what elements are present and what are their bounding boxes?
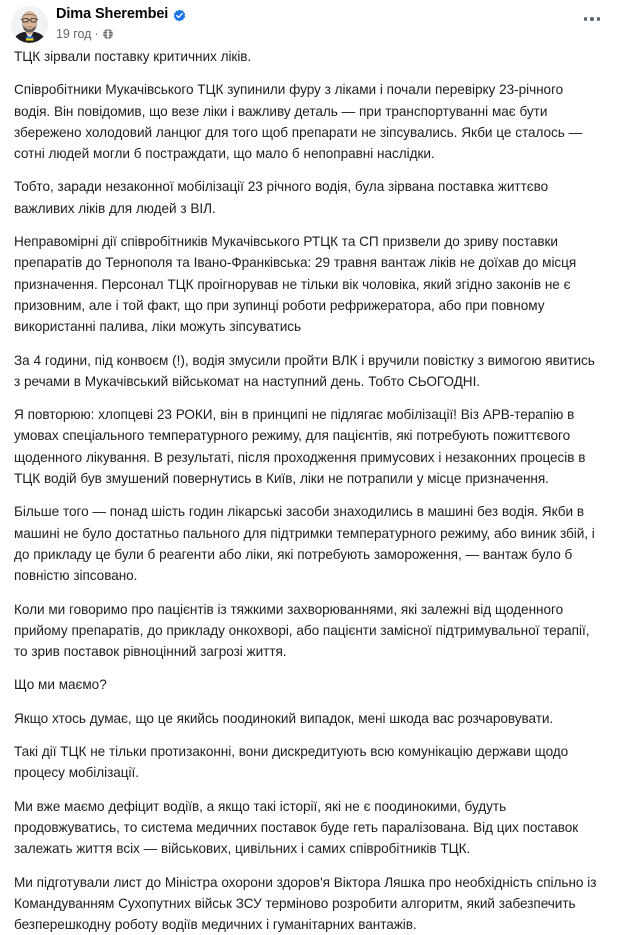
name-row (56, 5, 186, 23)
post-paragraph: Співробітники Мукачівського ТЦК зупинили фуру з ліками і почали перевірку 23-річного водія. Він повідомив, що везе ліки і важливу деталь — при транспортуванні має бути збережено холодовий ланцюг для того щоб препарати не зіпсувались. Якби це сталось — сотні людей могли б постраждати, що мало б непоправні наслідки. (14, 79, 603, 164)
post-paragraph: Ми підготували лист до Міністра охорони здоров'я Віктора Ляшка про необхідність спільно із Командуванням Сухопутних військ ЗСУ терміново розробити алгоритм, який забезпечить безперешкодну роботу водіїв медичних і гуманітарних вантажів. (14, 872, 603, 935)
globe-public-icon[interactable] (102, 28, 114, 40)
post-paragraph: Неправомірні дії співробітників Мукачівського РТЦК та СП призвели до зриву поставки препаратів до Тернополя та Івано-Франківська: 29 травня вантаж ліків не доїхав до місця призначення. Персонал ТЦК проігнорував не тільки вік чоловіка, який згідно законів не є призовним, але і той факт, що при зупинці роботи рефрижератора, або при повному використанні палива, ліки можуть зіпсуватись (14, 231, 603, 337)
post-paragraph: Такі дії ТЦК не тільки протизаконні, вони дискредитують всю комунікацію держави щодо процесу мобілізації. (14, 741, 603, 784)
post-meta (56, 26, 186, 41)
post-timestamp[interactable]: 19 год (56, 27, 91, 41)
three-dots-icon (584, 17, 588, 21)
post-paragraph: Якщо хтось думає, що це якийсь поодинокий випадок, мені шкода вас розчаровувати. (14, 708, 603, 729)
three-dots-icon (597, 17, 601, 21)
post-paragraph: Ми вже маємо дефіцит водіїв, а якщо такі історії, які не є поодинокими, будуть продовжуватись, то система медичних поставок буде геть паралізована. Від цих поставок залежать життя всіх — військових, цивільних і самих співробітників ТЦК. (14, 796, 603, 860)
author-name[interactable]: Dima Sherembei (56, 6, 168, 22)
post-paragraph: За 4 години, під конвоєм (!), водія змусили пройти ВЛК і вручили повістку з вимогою явитись з речами в Мукачівський військомат на наступний день. Тобто СЬОГОДНІ. (14, 350, 603, 393)
post-paragraph: Коли ми говоримо про пацієнтів із тяжкими захворюваннями, які залежні від щоденного прийому препаратів, до прикладу онкохворі, або пацієнти замісної підтримувальної терапії, то зрив поставок рівноцінний загрозі життя. (14, 599, 603, 663)
user-avatar-photo (11, 6, 48, 43)
avatar[interactable] (11, 6, 48, 43)
post-paragraph: Більше того — понад шість годин лікарські засоби знаходились в машині без водія. Якби в машині не було достатньо пального для підтримки температурного режиму, або виник збій, і до прикладу це були б реагенти або ліки, які потребують замороження, — вантаж було б повністю зіпсовано. (14, 501, 603, 586)
post-author-block (56, 5, 186, 41)
meta-separator: · (94, 27, 98, 41)
post-body (0, 46, 617, 935)
post-paragraph: ТЦК зірвали поставку критичних ліків. (14, 46, 603, 67)
post-header (0, 0, 617, 44)
post-paragraph: Я повторюю: хлопцеві 23 РОКИ, він в принципі не підлягає мобілізації! Віз АРВ-терапію в умовах спеціального температурного режиму, для пацієнтів, які потребують пожиттєвого щоденного лікування. В результаті, після проходження примусових і незаконних процесів в ТЦК водій був змушений повернутись в Київ, ліки не потрапили у місце призначення. (14, 404, 603, 489)
verified-check-icon (173, 9, 186, 22)
post-more-options-button[interactable] (578, 9, 606, 29)
post-paragraph: Тобто, заради незаконної мобілізації 23 річного водія, була зірвана поставка життєво важливих ліків для людей з ВІЛ. (14, 176, 603, 219)
post-paragraph: Що ми маємо? (14, 674, 603, 695)
three-dots-icon (590, 17, 594, 21)
